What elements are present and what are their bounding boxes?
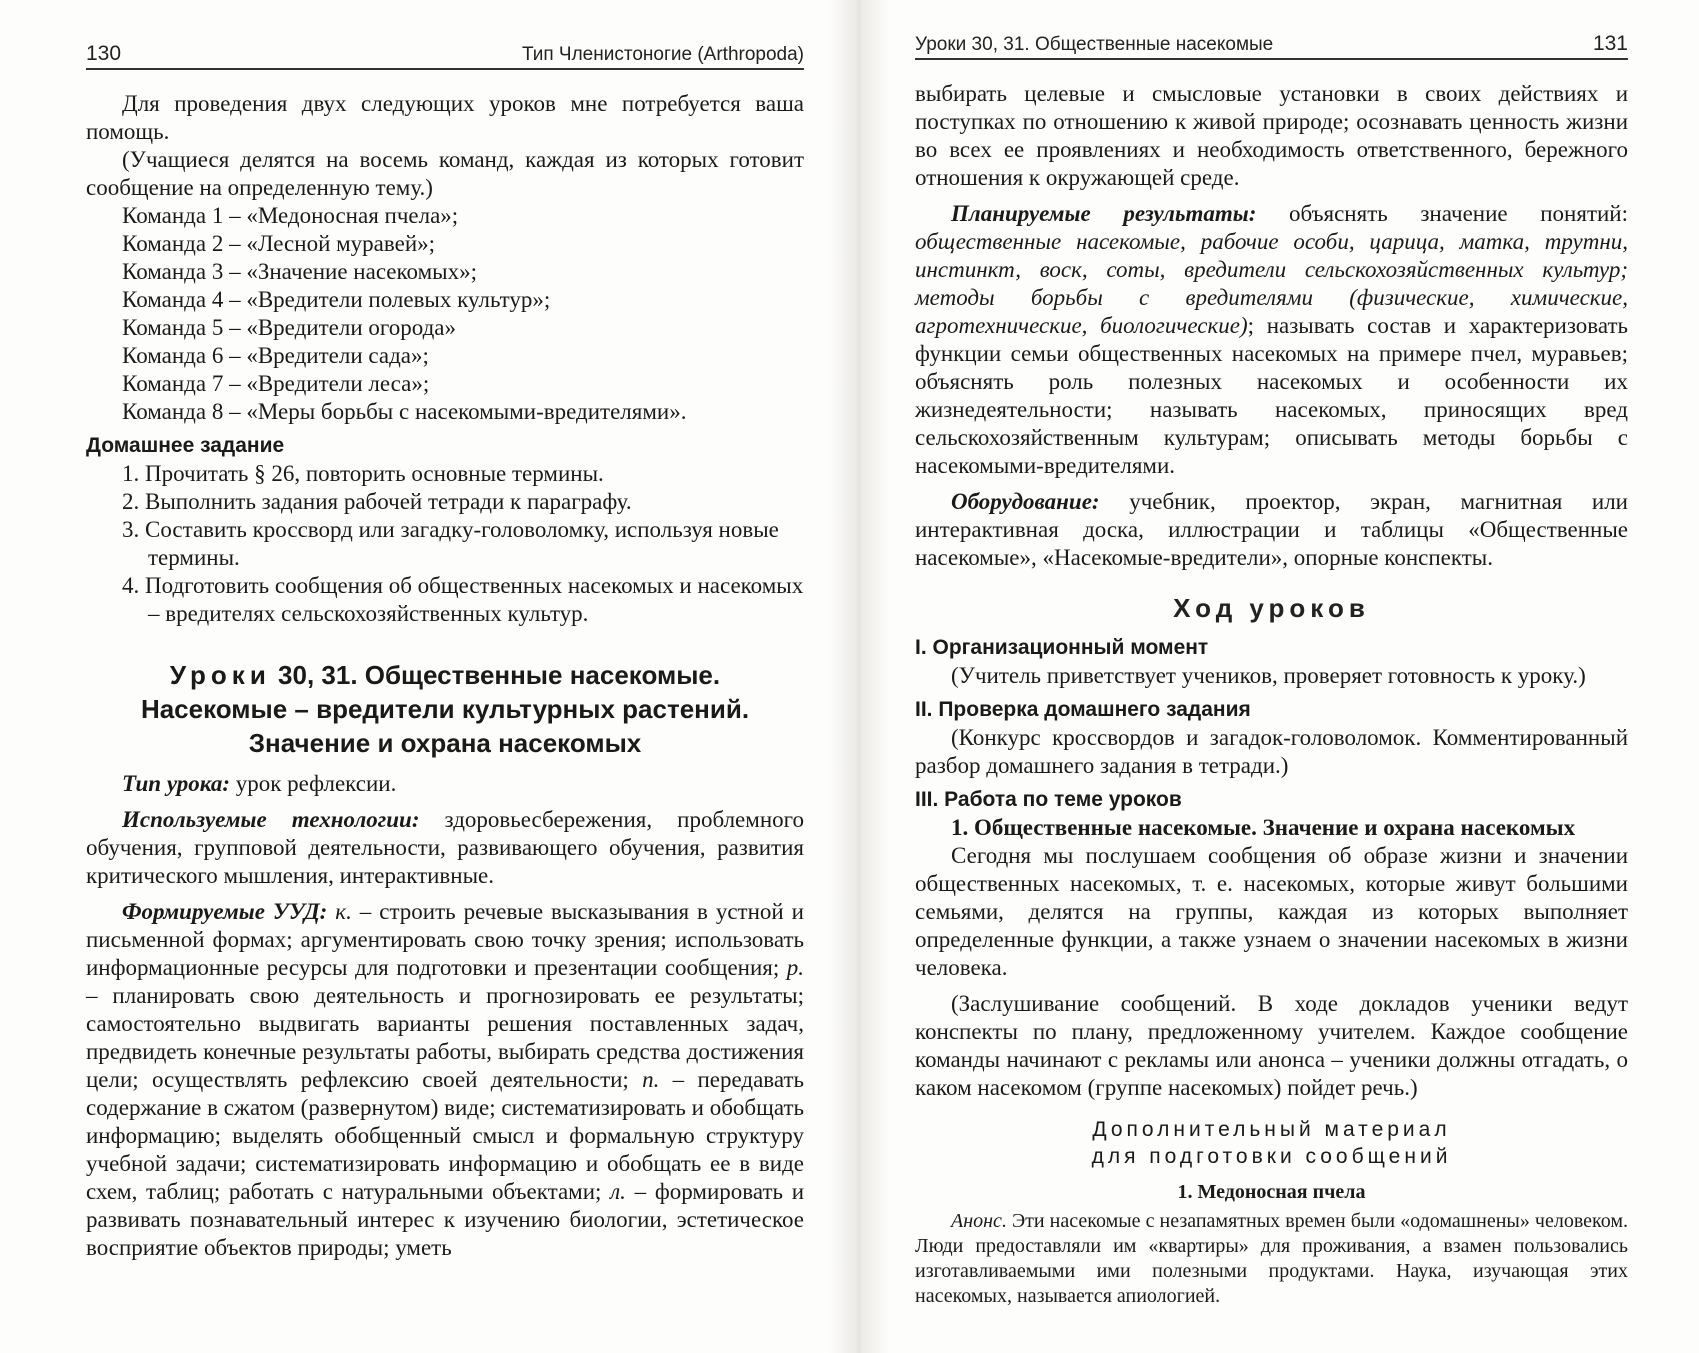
team-item: Команда 6 – «Вредители сада»; [122,343,429,368]
homework-item: 1. Прочитать § 26, повторить основные термины. [122,461,604,486]
stage-heading: II. Проверка домашнего задания [915,698,1251,721]
lesson-type: Тип урока: урок рефлексии. [122,771,397,796]
lesson-title [86,658,804,760]
uud-paragraph: Формируемые УУД: к. – строить речевые высказывания в устной и письменной формах; аргументировать свою точку зрения; использовать информационные ресурсы для подготовки и презентации сообщения; р. – планировать свою деятельность и прогнозировать ее результаты; самостоятельно выдвигать варианты решения поставленных задач, предвидеть конечные результаты работы, выбирать средства достижения цели; осуществлять рефлексию своей деятельности; п. – передавать содержание в сжатом (развернутом) виде; систематизировать и обобщать информацию; выделять обобщенный смысл и формальную структуру учебной задачи; систематизировать информацию и обобщать ее в виде схем, таблиц; работать с натуральными объектами; л. – формировать и развивать познавательный интерес к изучению биологии, эстетическое восприятие объектов природы; уметь [86,899,805,1260]
right-page-body [915,80,1628,1309]
extra-material-heading: Дополнительный материал для подготовки сообщений [1091,1118,1452,1168]
anons-paragraph: Анонс. Эти насекомые с незапамятных времен были «одомашнены» человеком. Люди предоставляли им «квартиры» для проживания, а взамен пользовались изготавливаемыми ими полезными продуктами. Наука, изучающая этих насекомых, называется апиологией. [915,1210,1628,1307]
team-item: Команда 3 – «Значение насекомых»; [122,259,477,284]
extra-subheading: 1. Медоносная пчела [1177,1181,1366,1203]
body-paragraph: (Заслушивание сообщений. В ходе докладов ученики ведут конспекты по плану, предложенному учителем. Каждое сообщение команды начинают с рекламы или анонса – ученики должны отгадать, о каком насекомом (группе насекомых) пойдет речь.) [915,991,1628,1100]
stage-text: (Конкурс кроссвордов и загадок-головоломок. Комментированный разбор домашнего задания в тетради.) [915,725,1628,778]
continuation-paragraph: выбирать целевые и смысловые установки в своих действиях и поступках по отношению к живой природе; осознавать ценность жизни во всех ее проявлениях и необходимость ответственного, бережного отношения к окружающей среде. [915,81,1628,190]
running-head: Уроки 30, 31. Общественные насекомые [915,34,1274,55]
running-head: Тип Членистоногие (Arthropoda) [521,44,804,65]
left-page-body [86,90,804,1262]
intro-paragraph: Для проведения двух следующих уроков мне потребуется ваша помощь. [86,91,804,144]
team-item: Команда 4 – «Вредители полевых культур»; [122,287,551,312]
homework-heading: Домашнее задание [86,434,285,457]
stage-heading: I. Организационный момент [915,636,1209,659]
lesson-title-rest: 30, 31. Общественные насекомые. [270,660,721,690]
team-item: Команда 5 – «Вредители огорода» [122,315,456,340]
body-paragraph: Сегодня мы послушаем сообщения об образе жизни и значении общественных насекомых, т. е. насекомых, которые живут большими семьями, делятся на группы, каждая из которых выполняет определенные функции, а также узнаем о значении насекомых в жизни человека. [915,843,1628,980]
left-page [86,0,804,1353]
homework-item: 2. Выполнить задания рабочей тетради к параграфу. [122,489,632,514]
right-page [915,0,1628,1353]
homework-list [86,460,804,628]
lesson-title-line: Насекомые – вредители культурных растений. [140,694,750,724]
left-page-header [86,42,804,70]
technologies: Используемые технологии: здоровьесбережения, проблемного обучения, групповой деятельности, развивающего обучения, развития критического мышления, интерактивные. [86,807,804,888]
team-item: Команда 7 – «Вредители леса»; [122,371,430,396]
lesson-title-line: Значение и охрана насекомых [248,728,642,758]
lesson-title-word: Уроки [169,660,271,690]
homework-item: 3. Составить кроссворд или загадку-головоломку, используя новые термины. [122,517,779,570]
course-heading: Ход уроков [1173,593,1370,623]
page-number: 130 [86,42,122,65]
team-item: Команда 2 – «Лесной муравей»; [122,231,436,256]
team-item: Команда 1 – «Медоносная пчела»; [122,203,459,228]
homework-item: 4. Подготовить сообщения об общественных насекомых и насекомых – вредителях сельскохозяйственных культур. [122,573,804,626]
team-list [86,202,804,426]
equipment: Оборудование: учебник, проектор, экран, магнитная или интерактивная доска, иллюстрации и таблицы «Общественные насекомые», «Насекомые-вредители», опорные конспекты. [915,489,1628,570]
intro-paragraph: (Учащиеся делятся на восемь команд, каждая из которых готовит сообщение на определенную тему.) [86,147,804,200]
team-item: Команда 8 – «Меры борьбы с насекомыми-вредителями». [122,399,687,424]
stage-heading: III. Работа по теме уроков [915,788,1182,811]
subsection-heading: 1. Общественные насекомые. Значение и охрана насекомых [951,815,1576,840]
page-number: 131 [1592,32,1628,55]
right-page-header [915,32,1628,60]
planned-results: Планируемые результаты: объяснять значение понятий: общественные насекомые, рабочие особи, царица, матка, трутни, инстинкт, воск, соты, вредители сельскохозяйственных культур; методы борьбы с вредителями (физические, химические, агротехнические, биологические); называть состав и характеризовать функции семьи общественных насекомых на примере пчел, муравьев; объяснять роль полезных насекомых и особенности их жизнедеятельности; называть насекомых, приносящих вред сельскохозяйственным культурам; описывать методы борьбы с насекомыми-вредителями. [915,201,1629,478]
book-gutter [829,0,889,1353]
stage-text: (Учитель приветствует учеников, проверяет готовность к уроку.) [951,663,1586,688]
